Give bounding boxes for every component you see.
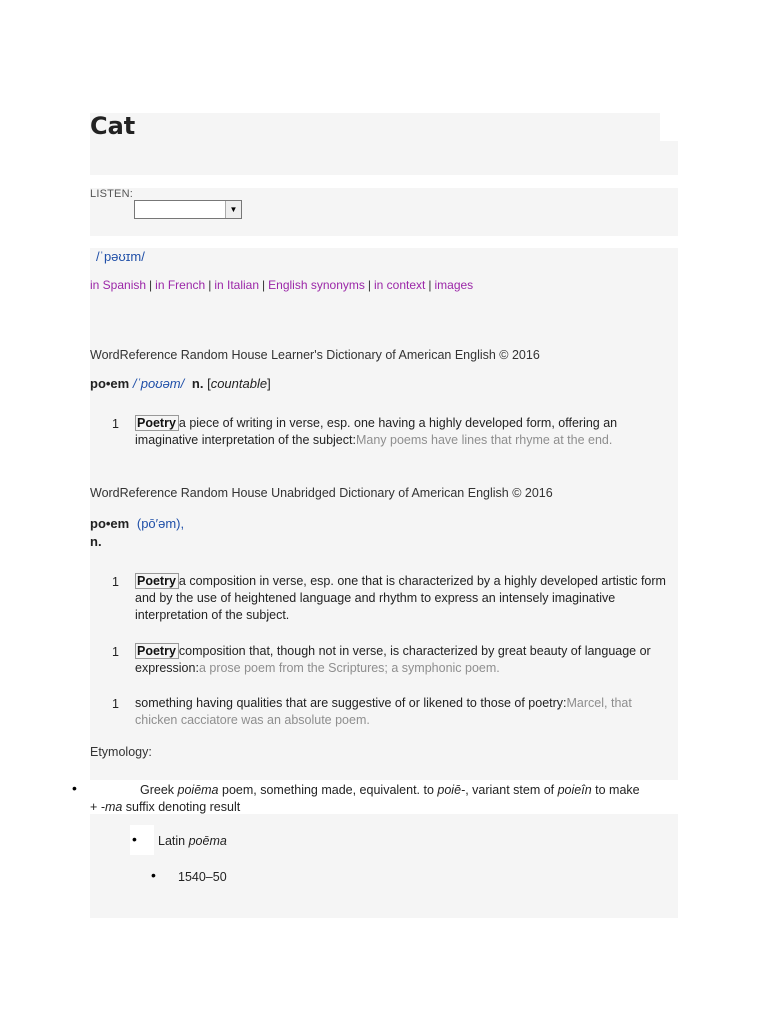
link-french[interactable]: in French	[155, 278, 206, 292]
sense-example: Many poems have lines that rhyme at the end.	[355, 433, 613, 447]
sense-example: a prose poem from the Scriptures; a symphonic poem.	[198, 661, 500, 675]
learners-label: countable	[210, 376, 268, 391]
bullet-icon: •	[72, 780, 77, 796]
sense-definition: something having qualities that are suggestive of or likened to those of poetry:	[135, 696, 567, 710]
learners-headword-line	[90, 376, 271, 391]
label-bracket-close: ]	[267, 376, 271, 391]
link-images[interactable]: images	[434, 278, 474, 292]
ety-text: Greek	[140, 783, 178, 797]
ety-text: suffix denoting result	[122, 800, 241, 814]
ety-text: poem, something made, equivalent. to	[218, 783, 438, 797]
unabridged-headword-line	[90, 516, 184, 531]
ety-italic: poiē-	[437, 783, 466, 797]
unabridged-pos: n.	[90, 534, 102, 549]
sense-number: 1	[112, 697, 119, 711]
sense-definition: a composition in verse, esp. one that is characterized by a highly developed artistic form and by the use of heightened language and rhythm to express an intensely imaginative interpretation of the subject.	[135, 574, 666, 622]
link-italian[interactable]: in Italian	[214, 278, 260, 292]
learners-pos: n.	[191, 376, 204, 391]
learners-pron: /ˈpoʊəm/	[132, 376, 185, 391]
ipa-pronunciation: /ˈpəʊɪm/	[96, 249, 145, 264]
sense-body	[135, 573, 675, 624]
ety-italic: poēma	[188, 834, 227, 848]
page-title: Cat	[90, 112, 136, 140]
etymology-date: 1540–50	[178, 870, 227, 884]
etymology-line-1b	[90, 799, 240, 816]
etymology-line-1	[140, 782, 676, 799]
sense-definition: a piece of writing in verse, esp. one having a highly developed form, offering an imaginative interpretation of the subject:	[135, 416, 618, 447]
ety-text: , variant stem of	[465, 783, 558, 797]
sense-number: 1	[112, 645, 119, 659]
listen-label: LISTEN:	[90, 188, 133, 200]
gap	[68, 337, 90, 467]
sense-body	[135, 643, 675, 677]
unabridged-headword: po•em	[90, 516, 130, 531]
label-bracket-open: [	[207, 376, 211, 391]
bullet-icon: •	[132, 831, 137, 847]
listen-select[interactable]	[134, 200, 242, 219]
ety-text: +	[90, 800, 101, 814]
link-synonyms[interactable]: English synonyms	[268, 278, 365, 292]
ety-italic: -ma	[100, 800, 123, 814]
title-band-lower	[90, 141, 678, 175]
domain-label[interactable]: Poetry	[135, 643, 179, 659]
sense-definition: composition that, though not in verse, is characterized by great beauty of language or expression:	[135, 644, 651, 675]
ety-italic: poiēma	[177, 783, 219, 797]
sense-body	[135, 695, 675, 729]
domain-label[interactable]: Poetry	[135, 573, 179, 589]
ety-italic: poieîn	[557, 783, 592, 797]
bullet-icon: •	[151, 867, 156, 883]
sense-body	[135, 415, 675, 449]
link-spanish[interactable]: in Spanish	[90, 278, 147, 292]
learners-source: WordReference Random House Learner's Dictionary of American English © 2016	[90, 348, 540, 362]
etymology-line-2	[158, 833, 227, 850]
etymology-label: Etymology:	[90, 745, 152, 759]
unabridged-pron: (pō′əm),	[136, 516, 185, 531]
chevron-down-icon[interactable]: ▼	[225, 201, 241, 218]
sense-number: 1	[112, 575, 119, 589]
link-context[interactable]: in context	[374, 278, 426, 292]
learners-headword: po•em	[90, 376, 130, 391]
ety-text: to make	[591, 783, 640, 797]
domain-label[interactable]: Poetry	[135, 415, 179, 431]
title-band	[90, 113, 660, 143]
sense-example: Marcel, that chicken cacciatore was an absolute poem.	[135, 696, 632, 727]
sense-number: 1	[112, 417, 119, 431]
unabridged-source: WordReference Random House Unabridged Dictionary of American English © 2016	[90, 486, 553, 500]
translation-links: in Spanish | in French | in Italian | English synonyms | in context | images	[90, 278, 474, 292]
ety-text: Latin	[158, 834, 189, 848]
